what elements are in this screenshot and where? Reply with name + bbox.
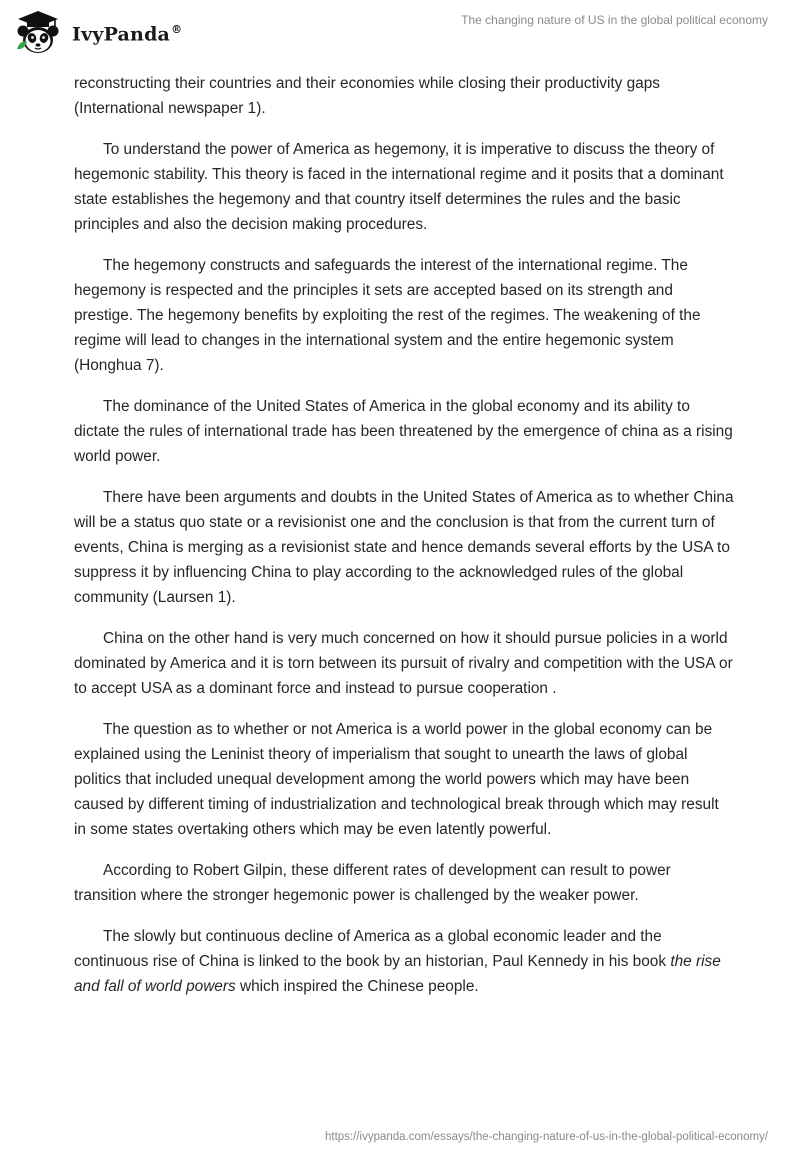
brand-name: IvyPanda® [72,22,183,46]
paragraph-9-text-before: The slowly but continuous decline of America as a global economic leader and the continuous rise of China is linked to the book by an historian, Paul Kennedy in his book [74,928,671,970]
source-url[interactable]: https://ivypanda.com/essays/the-changing-nature-of-us-in-the-global-political-economy/ [325,1131,768,1143]
paragraph-1: reconstructing their countries and their economies while closing their productivity gaps (International newspaper 1). [74,75,660,117]
registered-mark: ® [171,22,183,36]
paragraph-9-text-after: which inspired the Chinese people. [235,978,479,995]
book-title: the rise and fall of world powers [74,953,721,995]
paragraph-4: The dominance of the United States of America in the global economy and its ability to dictate the rules of international trade has been threatened by the emergence of china as a rising world power. [74,398,733,465]
ivypanda-logo[interactable] [14,9,182,57]
essay-body [74,71,734,1015]
paragraph-3: The hegemony constructs and safeguards the interest of the international regime. The hegemony is respected and the principles it sets are accepted based on its strength and prestige. The hegemony benefits by exploiting the rest of the regimes. The weakening of the regime will lead to changes in the international system and the entire hegemonic system (Honghua 7). [74,257,701,374]
panda-graduate-icon [14,9,62,57]
paragraph-8: According to Robert Gilpin, these different rates of development can result to power transition where the stronger hegemonic power is challenged by the weaker power. [74,862,671,904]
paragraph-9 [74,924,734,999]
paragraph-6: China on the other hand is very much concerned on how it should pursue policies in a world dominated by America and it is torn between its pursuit of rivalry and competition with the USA or to accept USA as a dominant force and instead to pursue cooperation . [74,630,733,697]
paragraph-2: To understand the power of America as hegemony, it is imperative to discuss the theory of hegemonic stability. This theory is faced in the international regime and it posits that a dominant state establishes the hegemony and that country itself determines the rules and the basic principles and also the decision making procedures. [74,141,724,233]
running-title: The changing nature of US in the global political economy [461,13,768,27]
page-header [0,0,800,70]
paragraph-7: The question as to whether or not America is a world power in the global economy can be explained using the Leninist theory of imperialism that sought to unearth the laws of global politics that included unequal development among the world powers which may have been caused by different timing of industrialization and technological break through which may result in some states overtaking others which may be even latently powerful. [74,721,719,838]
paragraph-5: There have been arguments and doubts in the United States of America as to whether China will be a status quo state or a revisionist one and the conclusion is that from the current turn of events, China is merging as a revisionist state and hence demands several efforts by the USA to suppress it by influencing China to play according to the acknowledged rules of the global community (Laursen 1). [74,489,734,606]
